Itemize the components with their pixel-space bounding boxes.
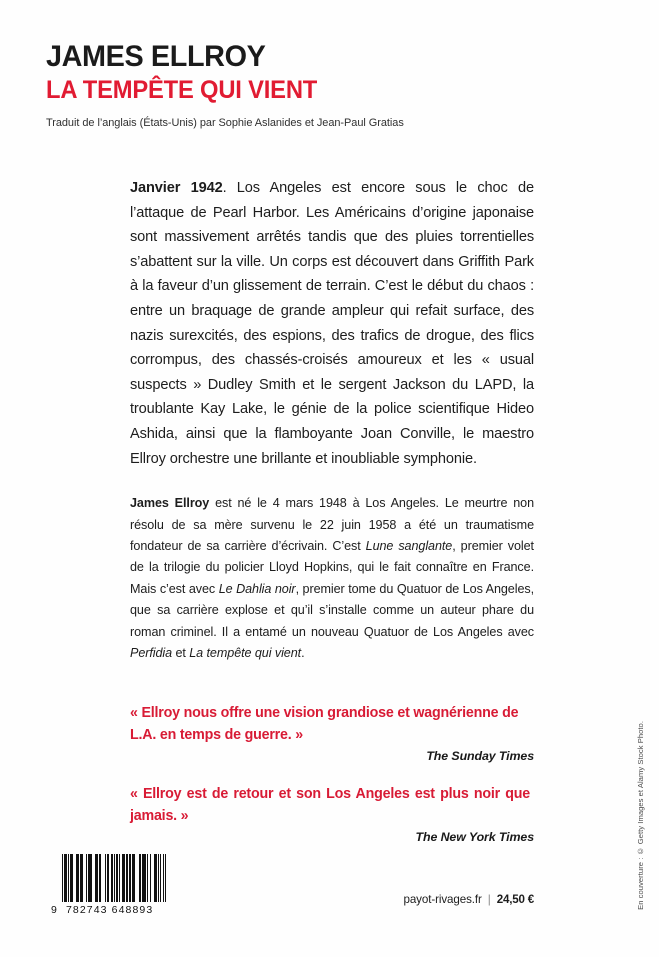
quote-block [130, 783, 534, 844]
synopsis-paragraph [130, 176, 534, 471]
cover-header [46, 42, 546, 129]
translator-credit: Traduit de l’anglais (États-Unis) par Sophie Aslanides et Jean-Paul Gratias [46, 116, 404, 129]
publisher-price-line [403, 893, 534, 906]
publisher-separator: | [487, 893, 491, 906]
cover-photo-credit: En couverture : © Getty Images et Alamy Stock Photo. [636, 721, 645, 910]
book-title: LA TEMPÊTE QUI VIENT [46, 75, 318, 104]
barcode-bars [62, 854, 166, 902]
quote-block [130, 702, 534, 763]
bio-book-title-4: La tempête qui vient [189, 645, 302, 660]
press-quotes [130, 702, 534, 844]
isbn-barcode [51, 854, 166, 916]
publisher-website: payot-rivages.fr [403, 893, 482, 906]
synopsis-text: . Los Angeles est encore sous le choc de l’attaque de Pearl Harbor. Les Américains d’origine japonaise sont massivement arrêtés tandis que des pluies torrentielles s’abattent sur la ville. Un corps est découvert dans Griffith Park à la faveur d’un glissement de terrain. C’est le début du chaos : entre un braquage de grande ampleur qui refait surface, des nazis surexcités, des espions, des trafics de drogue, des flics corrompus, des chassés-croisés amoureux et les « usual suspects » Dudley Smith et le sergent Jackson du LAPD, la troublante Kay Lake, le génie de la police scientifique Hideo Ashida, ainsi que la flamboyante Joan Conville, le maestro Ellroy orchestre une brillante et inoubliable symphonie. [130, 180, 534, 467]
bio-part-5: . [301, 645, 305, 660]
quote-source: The Sunday Times [426, 749, 534, 763]
bio-book-title-2: Le Dahlia noir [218, 581, 296, 596]
price-label: 24,50 € [496, 893, 534, 906]
bio-book-title-1: Lune sanglante [365, 538, 453, 553]
quote-source: The New York Times [415, 830, 534, 844]
quote-text: « Ellroy est de retour et son Los Angeles est plus noir que jamais. » [130, 786, 530, 824]
bio-book-title-3: Perfidia [130, 645, 173, 660]
author-bio-paragraph [130, 493, 534, 664]
bio-part-3: , premier tome du Quatuor de Los Angeles, que sa carrière explose et qu’il s’installe comme un auteur phare du roman criminel. Il a entamé un nouveau Quatuor de Los Angeles avec [130, 581, 535, 639]
quote-text: « Ellroy nous offre une vision grandiose et wagnérienne de L.A. en temps de guerre. » [130, 705, 519, 743]
author-name: JAMES ELLROY [46, 40, 266, 73]
bio-part-1: est né le 4 mars 1948 à Los Angeles. Le meurtre non résolu de sa mère survenu le 22 juin 1958 a été un traumatisme fondateur de sa carrière d’écrivain. C’est [130, 496, 535, 553]
body-copy [130, 176, 534, 664]
bio-part-2: , premier volet de la trilogie du policier Lloyd Hopkins, qui le fait connaître en France. Mais c’est avec [130, 538, 534, 596]
barcode-digits: 9 782743 648893 [51, 904, 154, 916]
synopsis-lead: Janvier 1942 [130, 180, 223, 196]
bio-lead-name: James Ellroy [130, 496, 210, 511]
bio-part-4: et [172, 645, 190, 660]
